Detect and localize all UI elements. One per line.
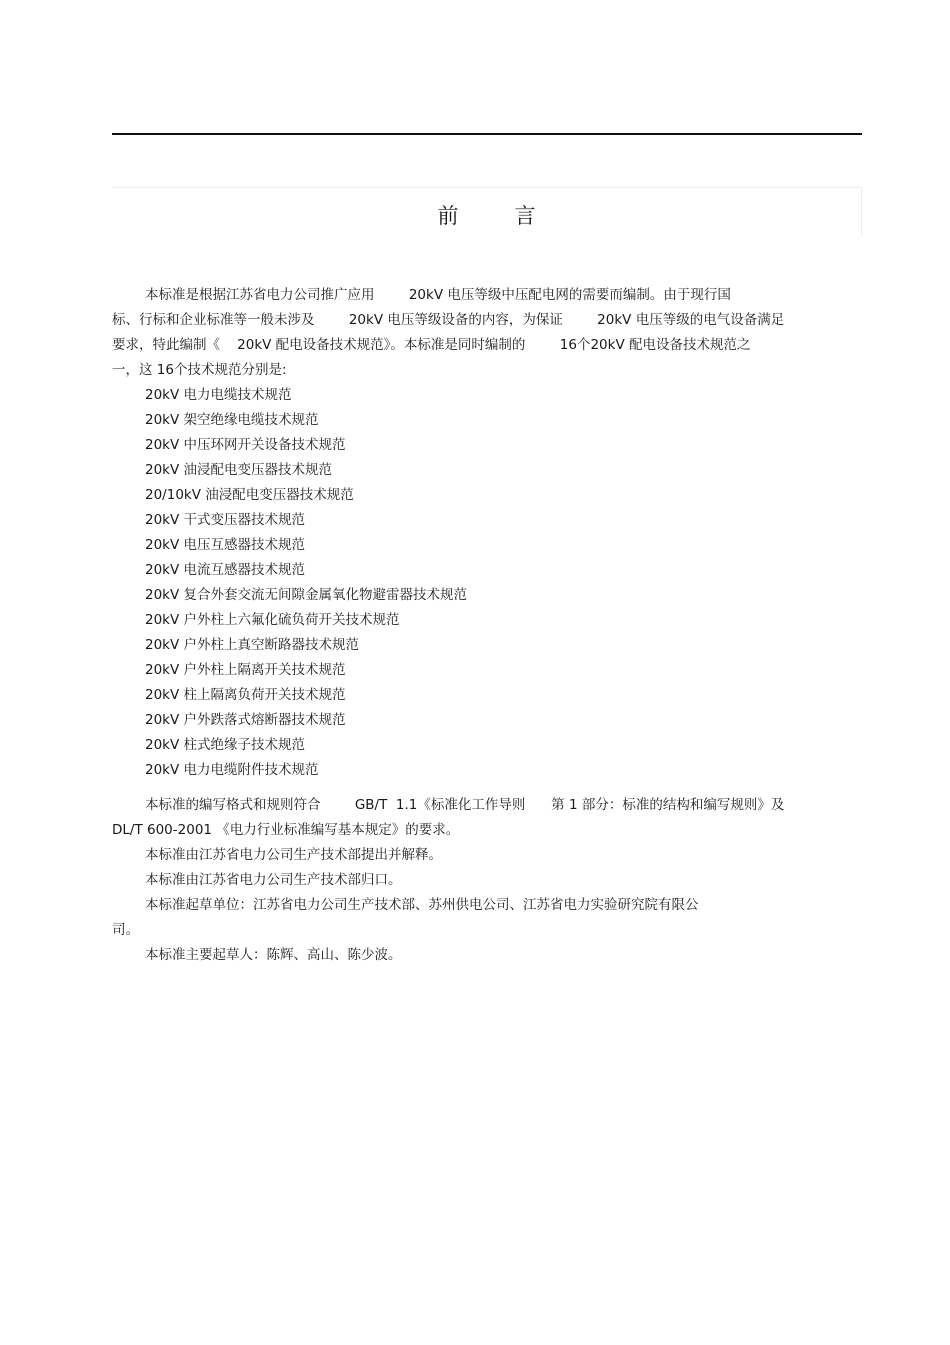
- spec-list-item: 20kV 架空绝缘电缆技术规范: [145, 412, 319, 428]
- intro-line-3: 要求，特此编制《 20kV 配电设备技术规范》。本标准是同时编制的 16个20kV 配电设备技术规范之: [112, 337, 751, 353]
- drafters-line: 本标准主要起草人：陈辉、高山、陈少波。: [145, 947, 402, 963]
- intro-line-2: 标、行标和企业标准等一般未涉及 20kV 电压等级设备的内容，为保证 20kV 电压等级的电气设备满足: [112, 312, 785, 328]
- header-rule: [112, 133, 862, 135]
- spec-list-item: 20kV 中压环网开关设备技术规范: [145, 437, 346, 453]
- spec-list-item: 20kV 柱上隔离负荷开关技术规范: [145, 687, 346, 703]
- intro-line-1: 本标准是根据江苏省电力公司推广应用 20kV 电压等级中压配电网的需要而编制。由于现行国: [145, 287, 731, 303]
- spec-list-item: 20kV 户外柱上六氟化硫负荷开关技术规范: [145, 612, 400, 628]
- spec-list-item: 20kV 电力电缆技术规范: [145, 387, 292, 403]
- proposer-line: 本标准由江苏省电力公司生产技术部提出并解释。: [145, 847, 442, 863]
- format-line-1: 本标准的编写格式和规则符合 GB/T 1.1《标准化工作导则 第 1 部分：标准的结构和编写规则》及: [145, 797, 785, 813]
- spec-list-item: 20kV 干式变压器技术规范: [145, 512, 306, 528]
- spec-list-item: 20kV 电压互感器技术规范: [145, 537, 306, 553]
- title-box: [112, 187, 862, 236]
- page-title: 前言: [437, 204, 592, 228]
- document-body: [112, 283, 842, 968]
- spec-list-item: 20kV 复合外套交流无间隙金属氧化物避雷器技术规范: [145, 587, 468, 603]
- spec-list-item: 20kV 柱式绝缘子技术规范: [145, 737, 306, 753]
- spec-list-item: 20kV 油浸配电变压器技术规范: [145, 462, 333, 478]
- spec-list-item: 20kV 户外柱上真空断路器技术规范: [145, 637, 360, 653]
- spec-list-item: 20kV 电流互感器技术规范: [145, 562, 306, 578]
- section-gap: [112, 783, 842, 793]
- intro-line-4: 一，这 16个技术规范分别是:: [112, 362, 287, 378]
- spec-list-item: 20kV 电力电缆附件技术规范: [145, 762, 319, 778]
- drafter-unit-line-1: 本标准起草单位：江苏省电力公司生产技术部、苏州供电公司、江苏省电力实验研究院有限公: [145, 897, 699, 913]
- spec-list-item: 20/10kV 油浸配电变压器技术规范: [145, 487, 354, 503]
- format-line-2: DL/T 600-2001 《电力行业标准编写基本规定》的要求。: [112, 822, 460, 838]
- spec-list: [112, 383, 842, 783]
- drafter-unit-line-2: 司。: [112, 922, 139, 938]
- spec-list-item: 20kV 户外柱上隔离开关技术规范: [145, 662, 346, 678]
- owner-line: 本标准由江苏省电力公司生产技术部归口。: [145, 872, 402, 888]
- spec-list-item: 20kV 户外跌落式熔断器技术规范: [145, 712, 346, 728]
